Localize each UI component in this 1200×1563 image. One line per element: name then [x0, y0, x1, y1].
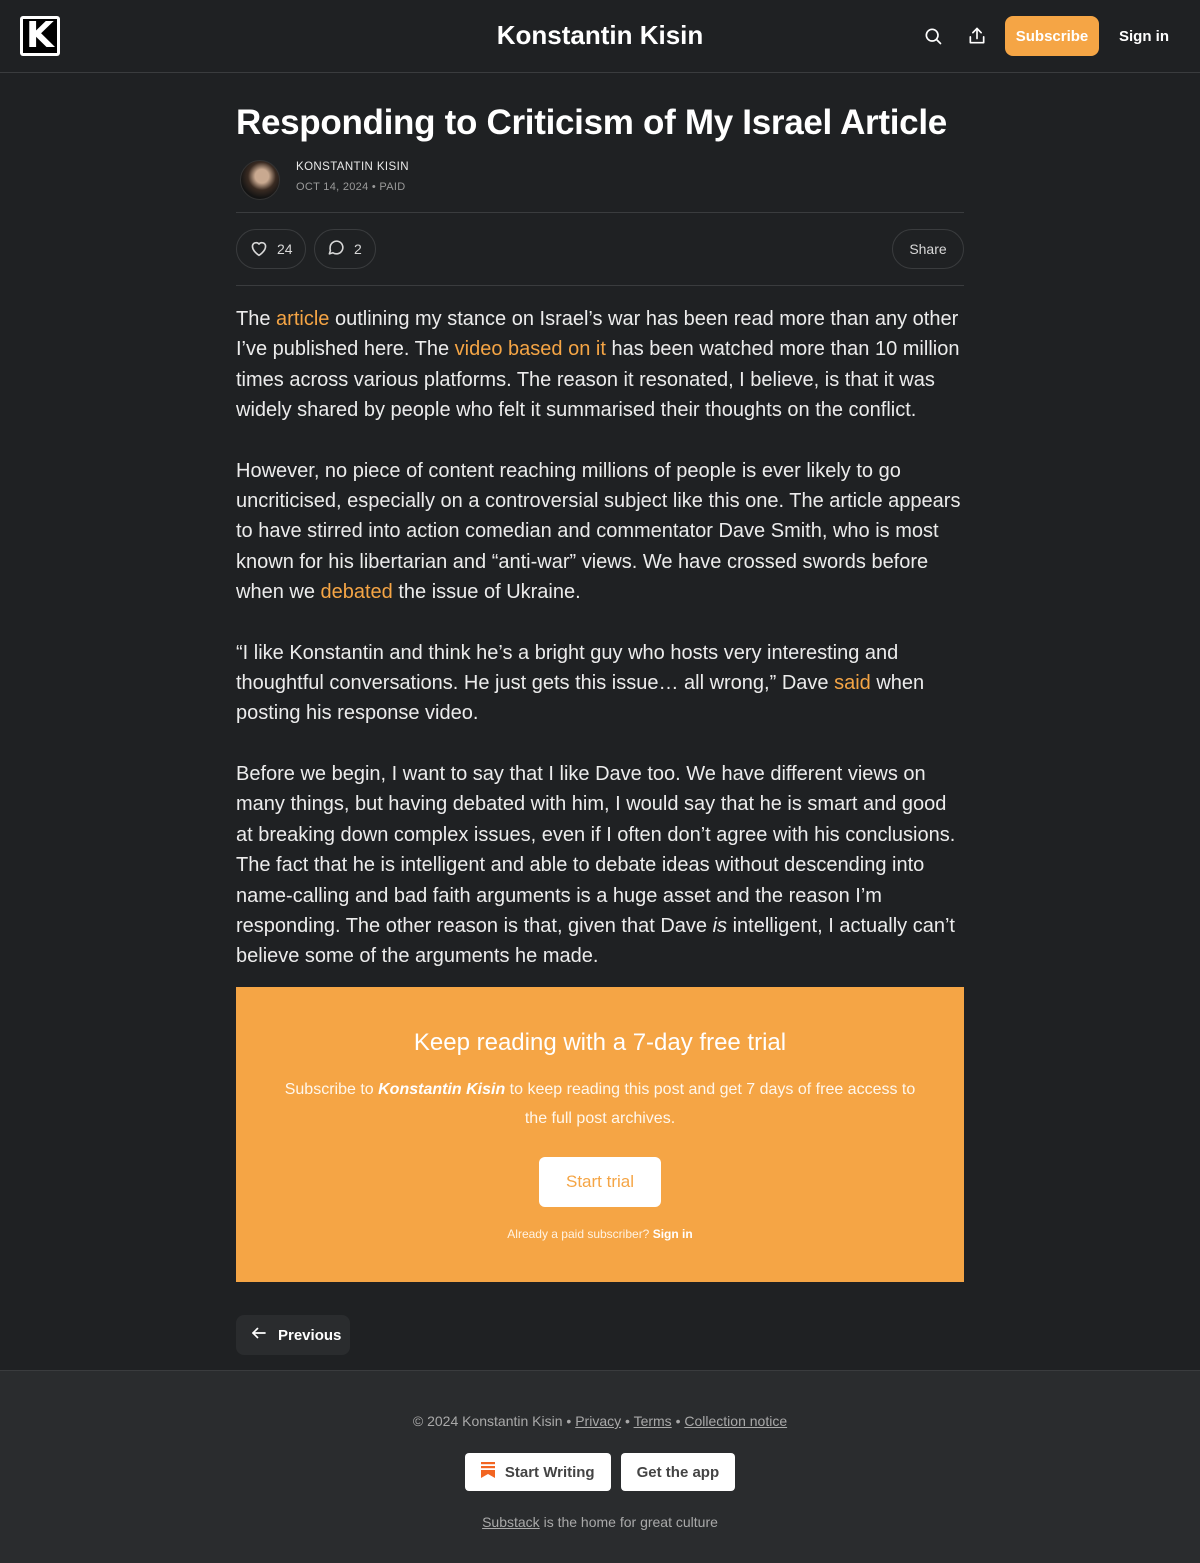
said-link[interactable]: said	[834, 672, 871, 695]
paid-subscriber-note: Already a paid subscriber? Sign in	[507, 1227, 693, 1241]
paragraph: However, no piece of content reaching millions of people is ever likely to go uncriticised, especially on a controversial subject like this one. The article appears to have stirred into action comedian and commentator Dave Smith, who is most known for his libertarian and “anti-war” views. We have crossed swords before when we debated the issue of Ukraine.	[236, 459, 961, 604]
footer-tagline: Substack is the home for great culture	[482, 1514, 718, 1530]
comment-icon	[327, 238, 346, 260]
privacy-link[interactable]: Privacy	[575, 1413, 622, 1429]
substack-link[interactable]: Substack	[482, 1514, 540, 1530]
article	[236, 100, 964, 1002]
like-button[interactable]	[236, 229, 306, 269]
access-badge: PAID	[379, 181, 406, 193]
post-meta	[296, 181, 405, 193]
like-count: 24	[277, 241, 293, 257]
get-app-button[interactable]: Get the app	[621, 1453, 736, 1491]
terms-link[interactable]: Terms	[633, 1413, 672, 1429]
logo-letter: K	[23, 19, 57, 53]
start-writing-label: Start Writing	[504, 1463, 595, 1481]
paywall-title: Keep reading with a 7-day free trial	[413, 1029, 787, 1056]
post-title: Responding to Criticism of My Israel Article	[236, 103, 947, 142]
footer	[0, 1370, 1200, 1563]
post-date: OCT 14, 2024	[296, 181, 369, 193]
footer-links: © 2024 Konstantin Kisin • Privacy • Terms • Collection notice	[412, 1413, 788, 1429]
byline	[236, 156, 964, 212]
previous-post-button[interactable]	[236, 1315, 350, 1355]
heart-icon	[249, 239, 269, 260]
bookmark-icon	[481, 1462, 495, 1482]
copyright: © 2024 Konstantin Kisin	[412, 1413, 563, 1429]
paywall	[236, 987, 964, 1282]
avatar[interactable]	[240, 160, 280, 200]
subscribe-button[interactable]: Subscribe	[1005, 16, 1099, 56]
divider	[236, 285, 964, 286]
publication-title[interactable]: Konstantin Kisin	[496, 20, 704, 50]
comments-button[interactable]	[314, 229, 376, 269]
article-link[interactable]: article	[276, 308, 330, 330]
video-link[interactable]: video based on it	[454, 338, 606, 361]
post-actions	[236, 213, 964, 285]
top-bar	[0, 0, 1200, 73]
share-button[interactable]: Share	[892, 229, 964, 269]
footer-buttons	[0, 1453, 1200, 1491]
post-body	[236, 304, 964, 972]
author-name[interactable]: KONSTANTIN KISIN	[296, 161, 409, 173]
paywall-subtitle: Subscribe to Konstantin Kisin to keep reading this post and get 7 days of free access to the full post archives.	[284, 1081, 916, 1127]
previous-label: Previous	[278, 1326, 342, 1344]
paragraph: The article outlining my stance on Israel’s war has been read more than any other I’ve published here. The video based on it has been watched more than 10 million times across various platforms. The reason it resonated, I believe, is that it was widely shared by people who felt it summarised their thoughts on the conflict.	[236, 308, 960, 422]
arrow-left-icon	[250, 1324, 268, 1346]
paywall-sign-in-link[interactable]: Sign in	[652, 1227, 693, 1241]
start-writing-button[interactable]	[465, 1453, 611, 1491]
comment-count: 2	[354, 241, 362, 257]
meta-separator: •	[371, 181, 380, 193]
paragraph: Before we begin, I want to say that I like Dave too. We have different views on many things, but having debated with him, I would say that he is smart and good at breaking down complex issues, even if I often don’t agree with his conclusions. The fact that he is intelligent and able to debate ideas without descending into name-calling and bad faith arguments is a huge asset and the reason I’m responding. The other reason is that, given that Dave is intelligent, I actually can’t believe some of the arguments he made.	[236, 762, 956, 968]
collection-notice-link[interactable]: Collection notice	[684, 1413, 788, 1429]
sign-in-button[interactable]: Sign in	[1110, 16, 1178, 56]
share-icon[interactable]	[965, 24, 989, 48]
search-icon[interactable]	[921, 24, 945, 48]
start-trial-button[interactable]: Start trial	[539, 1157, 661, 1207]
paragraph: “I like Konstantin and think he’s a bright guy who hosts very interesting and thoughtful conversations. He just gets this issue… all wrong,” Dave said when posting his response video.	[236, 641, 925, 725]
debated-link[interactable]: debated	[320, 581, 393, 604]
